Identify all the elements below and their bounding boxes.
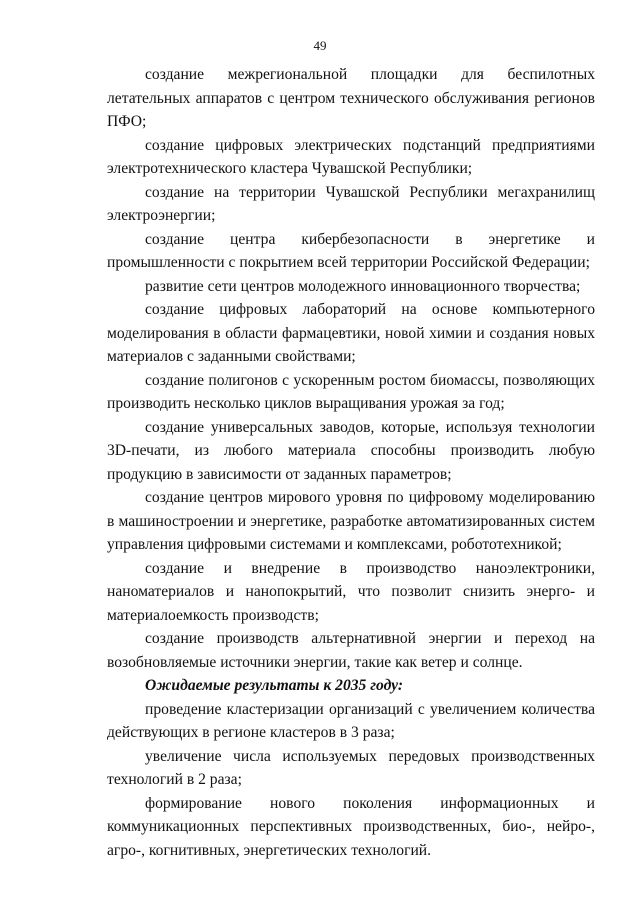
document-body	[107, 63, 595, 862]
paragraph-advanced-technologies: увеличение числа используемых передовых производственных технологий в 2 раза;	[107, 747, 595, 788]
paragraph-digital-substations: создание цифровых электрических подстанций предприятиями электротехнического кластера Чувашской Республики;	[107, 136, 595, 177]
paragraph-new-generation-technologies: формирование нового поколения информационных и коммуникационных перспективных производственных, био-, нейро-, агро-, когнитивных, энергетических технологий.	[107, 794, 595, 859]
paragraph-uav-platform: создание межрегиональной площадки для беспилотных летательных аппаратов с центром технического обслуживания регионов ПФО;	[107, 66, 595, 130]
paragraph-clusterization: проведение кластеризации организаций с увеличением количества действующих в регионе кластеров в 3 раза;	[107, 700, 595, 741]
paragraph-cybersecurity-center: создание центра кибербезопасности в энергетике и промышленности с покрытием всей территории Российской Федерации;	[107, 230, 595, 271]
paragraph-3d-printing-plants: создание универсальных заводов, которые, используя технологии 3D-печати, из любого материала способны производить любую продукцию в зависимости от заданных параметров;	[107, 418, 595, 483]
section-heading-expected-results: Ожидаемые результаты к 2035 году:	[145, 677, 404, 694]
paragraph-energy-storage: создание на территории Чувашской Республики мегахранилищ электроэнергии;	[107, 183, 595, 224]
page-number: 49	[313, 38, 327, 53]
paragraph-alternative-energy: создание производств альтернативной энергии и переход на возобновляемые источники энергии, такие как ветер и солнце.	[107, 630, 595, 671]
paragraph-biomass-polygons: создание полигонов с ускоренным ростом биомассы, позволяющих производить несколько циклов выращивания урожая за год;	[107, 371, 595, 412]
paragraph-digital-modeling-centers: создание центров мирового уровня по цифровому моделированию в машиностроении и энергетике, разработке автоматизированных систем управления цифровыми системами и комплексами, робототехникой;	[107, 489, 595, 553]
paragraph-digital-labs: создание цифровых лабораторий на основе компьютерного моделирования в области фармацевтики, новой химии и создания новых материалов с заданными свойствами;	[107, 301, 595, 365]
paragraph-youth-centers: развитие сети центров молодежного инновационного творчества;	[145, 277, 581, 295]
paragraph-nanoelectronics: создание и внедрение в производство наноэлектроники, наноматериалов и нанопокрытий, что позволит снизить энерго- и материалоемкость производств;	[107, 559, 595, 624]
